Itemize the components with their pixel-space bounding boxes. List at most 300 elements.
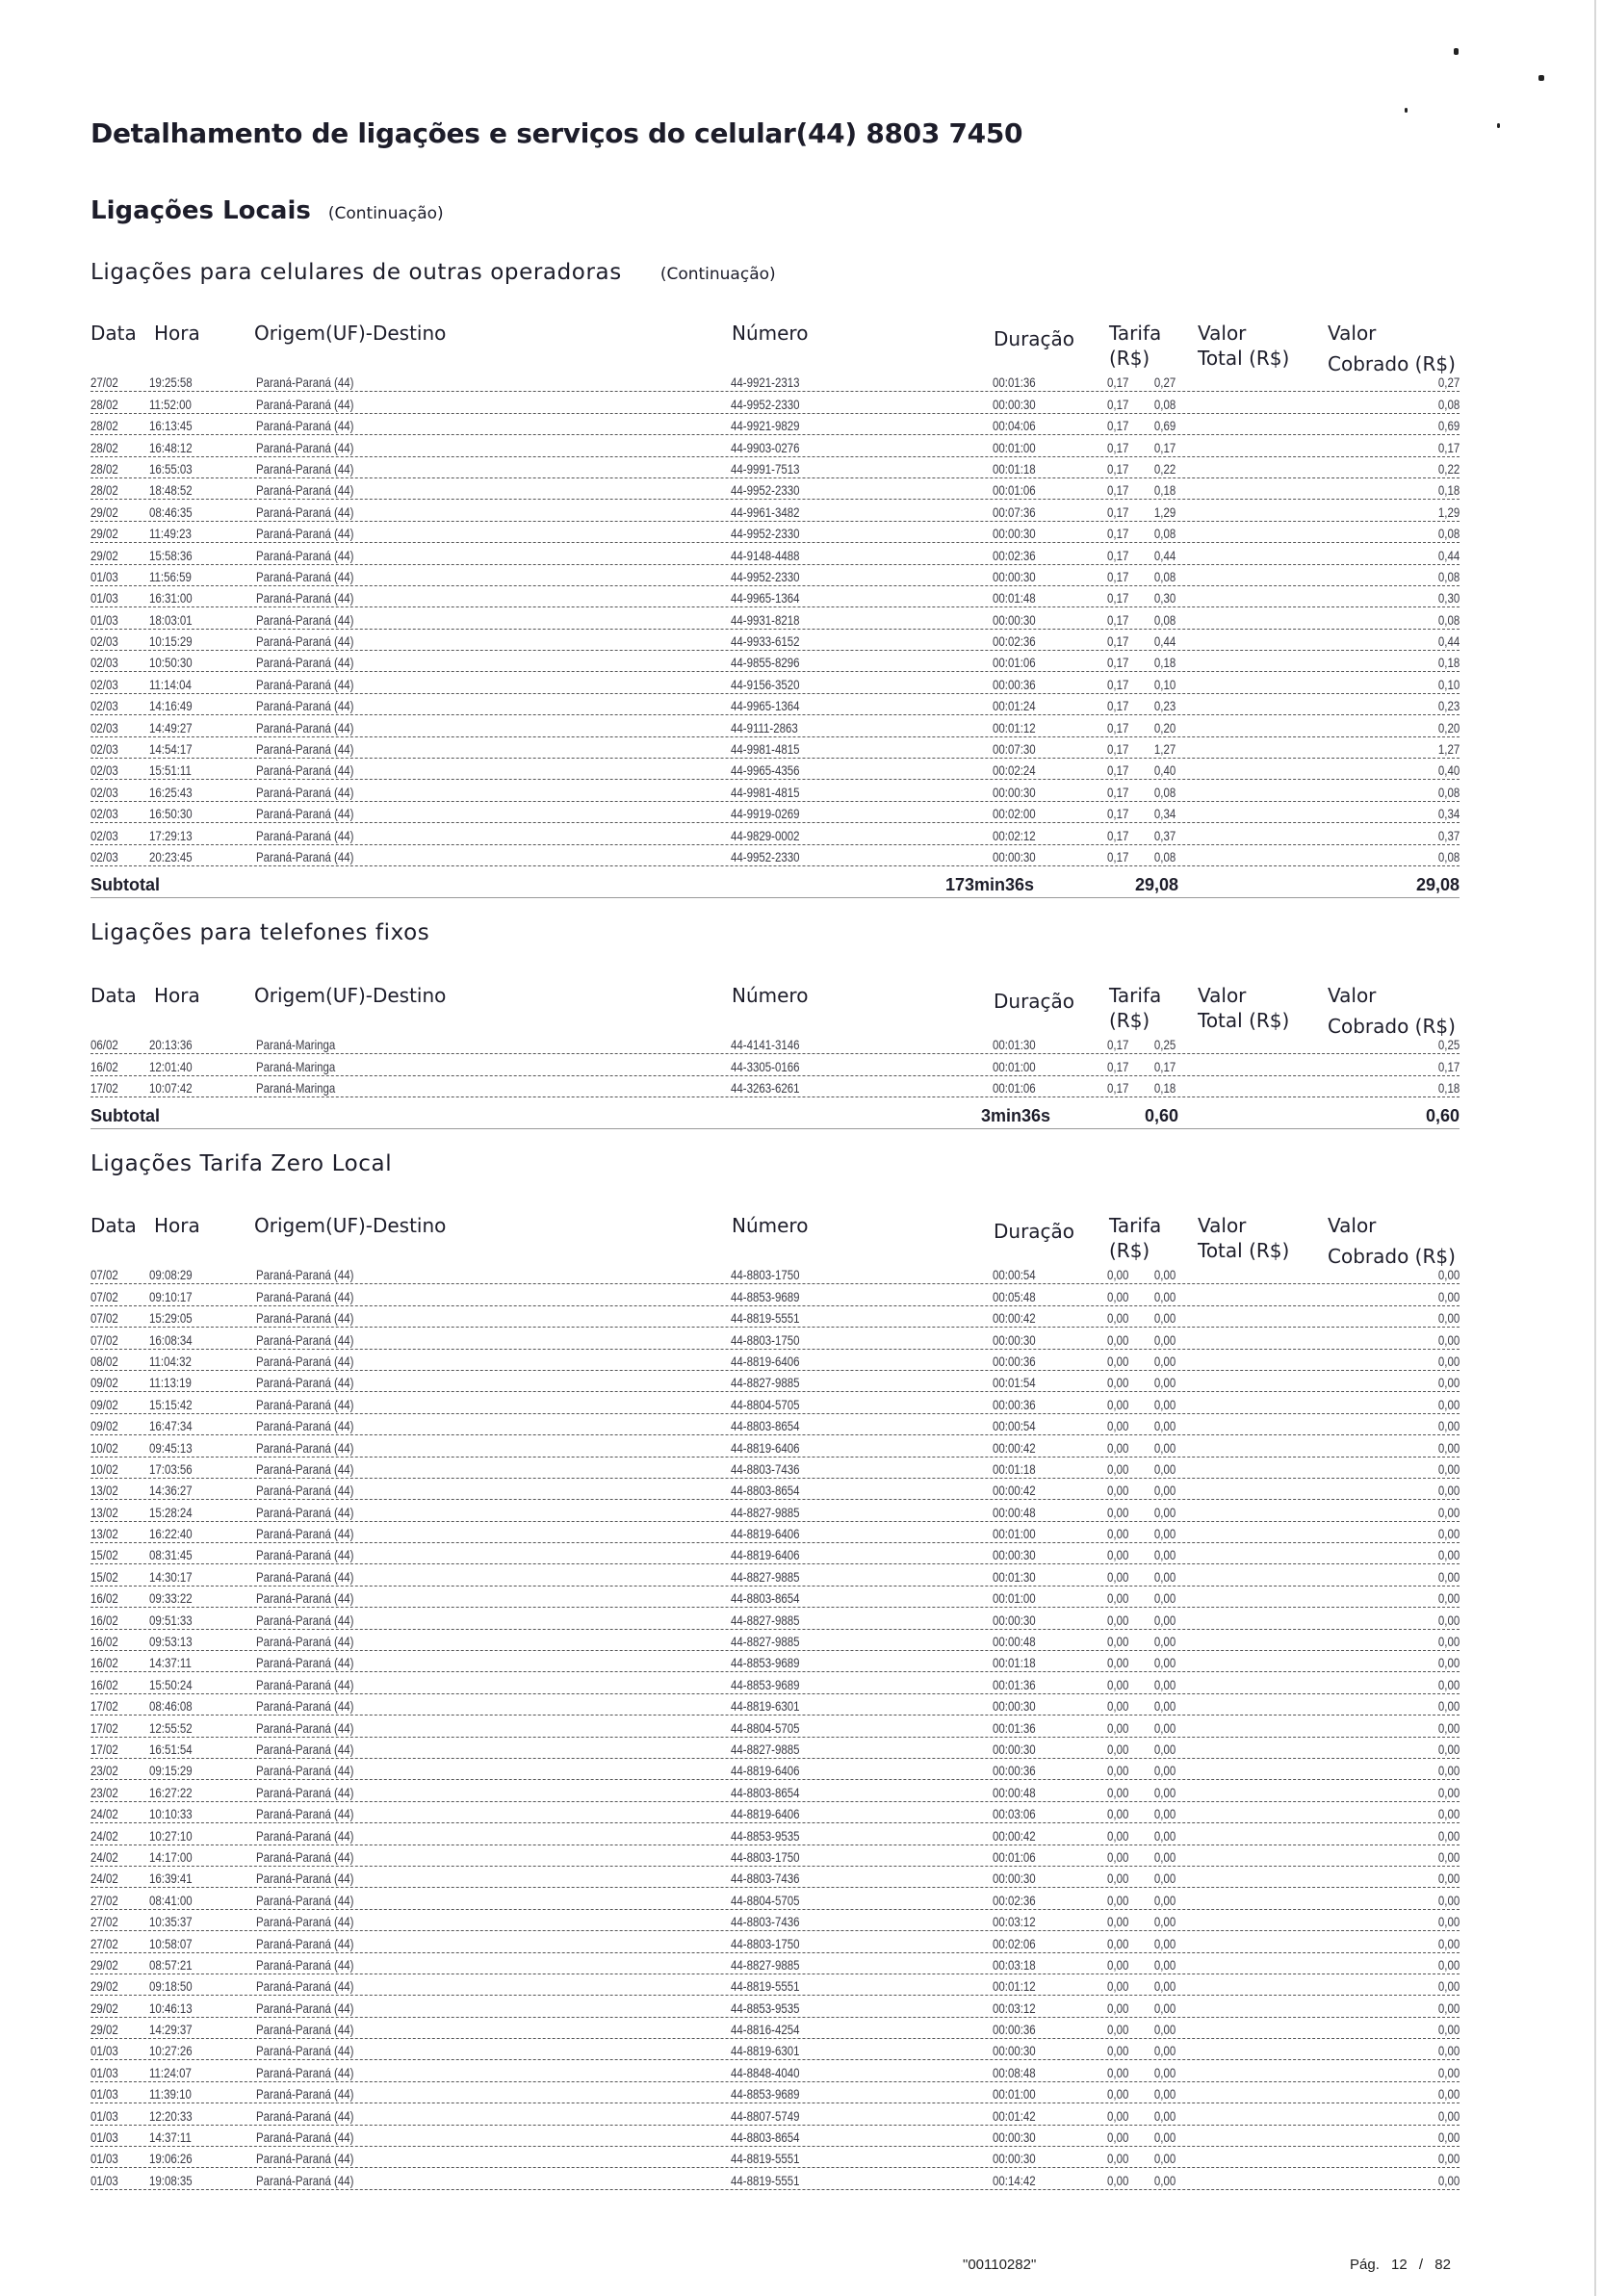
cell-numero: 44-8827-9885 [731, 1568, 800, 1585]
cell-duracao: 00:01:18 [993, 1460, 1036, 1477]
cell-valor-cobrado: 0,18 [1437, 655, 1460, 671]
cell-origem-destino: Paraná-Paraná (44) [256, 1331, 354, 1348]
cell-duracao: 00:00:42 [993, 1439, 1036, 1456]
cell-origem-destino: Paraná-Paraná (44) [256, 1935, 354, 1951]
cell-hora: 16:47:34 [149, 1418, 193, 1434]
page-current: 12 / [1391, 2257, 1424, 2273]
cell-duracao: 00:01:42 [993, 2107, 1036, 2124]
cell-hora: 16:27:22 [149, 1784, 193, 1800]
cell-origem-destino: Paraná-Paraná (44) [256, 2064, 354, 2080]
cell-valor-total: 0,00 [1153, 1612, 1176, 1628]
cell-valor-total: 0,00 [1153, 1483, 1176, 1499]
cell-tarifa: 0,00 [1107, 1827, 1129, 1844]
cell-hora: 10:50:30 [149, 655, 193, 671]
cell-duracao: 00:01:12 [993, 719, 1036, 735]
cell-valor-cobrado: 0,00 [1437, 1698, 1460, 1715]
cell-duracao: 00:02:36 [993, 1892, 1036, 1908]
barcode-number: "00110282" [963, 2257, 1037, 2273]
cell-numero: 44-9931-8218 [731, 611, 800, 628]
cell-data: 17/02 [90, 1698, 118, 1715]
cell-valor-cobrado: 0,25 [1437, 1037, 1460, 1053]
cell-data: 01/03 [90, 2064, 118, 2080]
cell-hora: 10:46:13 [149, 1999, 193, 2016]
cell-hora: 08:46:35 [149, 503, 193, 520]
cell-origem-destino: Paraná-Paraná (44) [256, 1396, 354, 1412]
col-data: Data [90, 984, 137, 1007]
cell-valor-total: 0,00 [1153, 1634, 1176, 1650]
col-valor-total-unit: Total (R$) [1198, 347, 1290, 370]
cell-numero: 44-8819-6301 [731, 1698, 800, 1715]
cell-duracao: 00:07:36 [993, 503, 1036, 520]
cell-valor-total: 0,44 [1153, 633, 1176, 650]
cell-numero: 44-8819-5551 [731, 2151, 800, 2167]
cell-numero: 44-9111-2863 [731, 719, 798, 735]
cell-valor-cobrado: 0,00 [1437, 1568, 1460, 1585]
table-row [90, 1888, 1460, 1909]
cell-valor-cobrado: 0,30 [1437, 590, 1460, 606]
table-row [90, 2168, 1460, 2189]
table-row [90, 1867, 1460, 1888]
table-row [90, 1672, 1460, 1693]
table-row [90, 694, 1460, 715]
page-label: Pág. [1350, 2257, 1380, 2273]
table-row [90, 651, 1460, 672]
cell-hora: 14:54:17 [149, 741, 193, 758]
cell-tarifa: 0,17 [1107, 460, 1129, 477]
cell-numero: 44-8827-9885 [731, 1375, 800, 1391]
cell-tarifa: 0,00 [1107, 1331, 1129, 1348]
cell-hora: 09:10:17 [149, 1288, 193, 1304]
col-duracao: Duração [994, 990, 1075, 1013]
cell-numero: 44-8819-6406 [731, 1353, 800, 1369]
table-row [90, 1651, 1460, 1672]
cell-origem-destino: Paraná-Paraná (44) [256, 1590, 354, 1607]
cell-tarifa: 0,00 [1107, 1526, 1129, 1542]
cell-data: 01/03 [90, 2043, 118, 2059]
cell-hora: 12:55:52 [149, 1719, 193, 1736]
cell-origem-destino: Paraná-Paraná (44) [256, 1741, 354, 1757]
table-row [90, 1564, 1460, 1586]
cell-hora: 16:25:43 [149, 784, 193, 800]
cell-numero: 44-8803-8654 [731, 1418, 800, 1434]
cell-duracao: 00:00:30 [993, 568, 1036, 584]
cell-tarifa: 0,17 [1107, 719, 1129, 735]
cell-duracao: 00:03:06 [993, 1806, 1036, 1822]
cell-valor-total: 0,00 [1153, 2086, 1176, 2103]
cell-valor-cobrado: 0,00 [1437, 2172, 1460, 2188]
cell-origem-destino: Paraná-Paraná (44) [256, 1288, 354, 1304]
cell-origem-destino: Paraná-Paraná (44) [256, 590, 354, 606]
cell-data: 24/02 [90, 1848, 118, 1865]
cell-hora: 11:13:19 [149, 1375, 192, 1391]
cell-hora: 09:51:33 [149, 1612, 193, 1628]
cell-valor-cobrado: 0,00 [1437, 1375, 1460, 1391]
cell-tarifa: 0,17 [1107, 1037, 1129, 1053]
cell-hora: 14:30:17 [149, 1568, 193, 1585]
cell-data: 13/02 [90, 1483, 118, 1499]
cell-data: 23/02 [90, 1763, 118, 1779]
cell-hora: 17:29:13 [149, 827, 193, 843]
cell-hora: 09:53:13 [149, 1634, 193, 1650]
cell-hora: 08:31:45 [149, 1547, 193, 1563]
cell-data: 16/02 [90, 1612, 118, 1628]
cell-origem-destino: Paraná-Paraná (44) [256, 848, 354, 864]
table-row [90, 630, 1460, 651]
subsection-heading-fixos [90, 920, 429, 945]
cell-tarifa: 0,00 [1107, 1698, 1129, 1715]
cell-origem-destino: Paraná-Paraná (44) [256, 1698, 354, 1715]
cell-data: 29/02 [90, 2022, 118, 2038]
cell-valor-total: 0,00 [1153, 1504, 1176, 1520]
cell-hora: 15:28:24 [149, 1504, 193, 1520]
cell-duracao: 00:01:30 [993, 1037, 1036, 1053]
col-duracao: Duração [994, 1220, 1075, 1243]
cell-origem-destino: Paraná-Paraná (44) [256, 1568, 354, 1585]
cell-valor-total: 0,00 [1153, 1676, 1176, 1692]
cell-valor-total: 0,00 [1153, 1870, 1176, 1887]
cell-numero: 44-8853-9689 [731, 2086, 800, 2103]
cell-valor-total: 0,00 [1153, 2107, 1176, 2124]
cell-hora: 10:58:07 [149, 1935, 193, 1951]
cell-valor-cobrado: 0,00 [1437, 1590, 1460, 1607]
cell-numero: 44-8803-8654 [731, 1784, 800, 1800]
table-row [90, 737, 1460, 759]
cell-numero: 44-9829-0002 [731, 827, 800, 843]
cell-numero: 44-8819-6406 [731, 1806, 800, 1822]
cell-hora: 09:18:50 [149, 1978, 193, 1995]
cell-duracao: 00:00:30 [993, 848, 1036, 864]
cell-numero: 44-9903-0276 [731, 439, 800, 455]
cell-data: 17/02 [90, 1719, 118, 1736]
cell-data: 07/02 [90, 1267, 118, 1283]
cell-duracao: 00:01:06 [993, 482, 1036, 499]
cell-origem-destino: Paraná-Paraná (44) [256, 1418, 354, 1434]
cell-tarifa: 0,00 [1107, 1590, 1129, 1607]
cell-tarifa: 0,00 [1107, 1396, 1129, 1412]
cell-valor-total: 0,34 [1153, 806, 1176, 822]
cell-hora: 12:20:33 [149, 2107, 193, 2124]
cell-data: 15/02 [90, 1568, 118, 1585]
cell-data: 13/02 [90, 1504, 118, 1520]
table-row [90, 1738, 1460, 1759]
page-total: 82 [1434, 2257, 1451, 2273]
cell-origem-destino: Paraná-Paraná (44) [256, 482, 354, 499]
cell-hora: 09:08:29 [149, 1267, 193, 1283]
cell-valor-total: 0,27 [1153, 374, 1176, 391]
table-row [90, 2126, 1460, 2147]
cell-hora: 14:17:00 [149, 1848, 193, 1865]
table-row [90, 1414, 1460, 1435]
cell-tarifa: 0,00 [1107, 1504, 1129, 1520]
cell-numero: 44-9921-9829 [731, 418, 800, 434]
cell-origem-destino: Paraná-Paraná (44) [256, 1612, 354, 1628]
cell-origem-destino: Paraná-Paraná (44) [256, 1956, 354, 1973]
cell-numero: 44-8853-9689 [731, 1676, 800, 1692]
cell-numero: 44-8819-6406 [731, 1526, 800, 1542]
cell-tarifa: 0,00 [1107, 1784, 1129, 1800]
table-row [90, 1630, 1460, 1651]
cell-data: 24/02 [90, 1827, 118, 1844]
cell-valor-total: 0,00 [1153, 1331, 1176, 1348]
cell-origem-destino: Paraná-Paraná (44) [256, 1375, 354, 1391]
cell-valor-total: 0,00 [1153, 1935, 1176, 1951]
cell-data: 24/02 [90, 1870, 118, 1887]
table-row [90, 1953, 1460, 1974]
cell-data: 23/02 [90, 1784, 118, 1800]
cell-data: 16/02 [90, 1655, 118, 1671]
cell-duracao: 00:01:00 [993, 1590, 1036, 1607]
table-row [90, 522, 1460, 543]
cell-data: 28/02 [90, 396, 118, 412]
cell-origem-destino: Paraná-Maringa [256, 1037, 336, 1053]
col-origem: Origem(UF)-Destino [254, 322, 447, 345]
cell-origem-destino: Paraná-Paraná (44) [256, 1439, 354, 1456]
cell-valor-total: 0,00 [1153, 1806, 1176, 1822]
cell-origem-destino: Paraná-Paraná (44) [256, 2151, 354, 2167]
cell-valor-total: 1,29 [1153, 503, 1176, 520]
cell-data: 07/02 [90, 1288, 118, 1304]
cell-origem-destino: Paraná-Paraná (44) [256, 526, 354, 542]
cell-tarifa: 0,00 [1107, 1483, 1129, 1499]
cell-valor-total: 0,00 [1153, 1956, 1176, 1973]
table-row [90, 1033, 1460, 1054]
cell-hora: 08:57:21 [149, 1956, 193, 1973]
cell-valor-total: 0,20 [1153, 719, 1176, 735]
cell-origem-destino: Paraná-Paraná (44) [256, 2086, 354, 2103]
cell-tarifa: 0,17 [1107, 848, 1129, 864]
cell-duracao: 00:00:48 [993, 1634, 1036, 1650]
table-body [90, 371, 1460, 866]
cell-origem-destino: Paraná-Paraná (44) [256, 2107, 354, 2124]
cell-duracao: 00:01:00 [993, 1526, 1036, 1542]
cell-tarifa: 0,17 [1107, 784, 1129, 800]
cell-valor-cobrado: 0,18 [1437, 1080, 1460, 1096]
cell-numero: 44-8803-1750 [731, 1848, 800, 1865]
subtotal-valor-cobrado: 0,60 [1425, 1106, 1460, 1125]
col-hora: Hora [154, 1214, 200, 1237]
cell-valor-total: 0,00 [1153, 1978, 1176, 1995]
cell-origem-destino: Paraná-Paraná (44) [256, 719, 354, 735]
cell-data: 06/02 [90, 1037, 118, 1053]
cell-tarifa: 0,00 [1107, 1956, 1129, 1973]
cell-data: 17/02 [90, 1741, 118, 1757]
table-row [90, 2060, 1460, 2081]
cell-duracao: 00:01:00 [993, 439, 1036, 455]
cell-numero: 44-8816-4254 [731, 2022, 800, 2038]
cell-valor-total: 0,08 [1153, 396, 1176, 412]
cell-tarifa: 0,00 [1107, 1806, 1129, 1822]
cell-valor-cobrado: 0,22 [1437, 460, 1460, 477]
cell-valor-total: 0,00 [1153, 1848, 1176, 1865]
cell-tarifa: 0,17 [1107, 396, 1129, 412]
table-row [90, 715, 1460, 736]
cell-data: 01/03 [90, 590, 118, 606]
cell-hora: 10:27:26 [149, 2043, 193, 2059]
cell-origem-destino: Paraná-Paraná (44) [256, 762, 354, 779]
cell-tarifa: 0,00 [1107, 2151, 1129, 2167]
cell-duracao: 00:00:42 [993, 1483, 1036, 1499]
cell-hora: 16:51:54 [149, 1741, 193, 1757]
cell-duracao: 00:00:30 [993, 2043, 1036, 2059]
section-heading [90, 196, 444, 225]
cell-duracao: 00:00:48 [993, 1784, 1036, 1800]
cell-valor-cobrado: 0,08 [1437, 611, 1460, 628]
table-row [90, 2082, 1460, 2103]
cell-tarifa: 0,17 [1107, 590, 1129, 606]
cell-duracao: 00:03:12 [993, 1999, 1036, 2016]
cell-valor-cobrado: 0,44 [1437, 633, 1460, 650]
cell-duracao: 00:00:36 [993, 1763, 1036, 1779]
subtotal-label: Subtotal [90, 875, 160, 894]
cell-valor-cobrado: 0,18 [1437, 482, 1460, 499]
cell-valor-cobrado: 0,08 [1437, 784, 1460, 800]
col-origem: Origem(UF)-Destino [254, 1214, 447, 1237]
cell-numero: 44-9952-2330 [731, 396, 800, 412]
cell-numero: 44-9965-4356 [731, 762, 800, 779]
table-row [90, 435, 1460, 456]
cell-hora: 11:14:04 [149, 676, 192, 692]
cell-hora: 11:56:59 [149, 568, 192, 584]
cell-hora: 19:06:26 [149, 2151, 193, 2167]
cell-numero: 44-8804-5705 [731, 1396, 800, 1412]
table-row [90, 392, 1460, 413]
table-row [90, 1371, 1460, 1392]
cell-valor-cobrado: 0,40 [1437, 762, 1460, 779]
table-row [90, 845, 1460, 866]
table-row [90, 1694, 1460, 1716]
cell-origem-destino: Paraná-Paraná (44) [256, 611, 354, 628]
cell-hora: 16:55:03 [149, 460, 193, 477]
table-row [90, 371, 1460, 392]
cell-hora: 16:08:34 [149, 1331, 193, 1348]
cell-valor-total: 0,00 [1153, 1763, 1176, 1779]
cell-numero: 44-9965-1364 [731, 698, 800, 714]
table-row [90, 565, 1460, 586]
table-row [90, 1759, 1460, 1780]
cell-tarifa: 0,00 [1107, 1935, 1129, 1951]
cell-data: 02/03 [90, 762, 118, 779]
cell-tarifa: 0,17 [1107, 482, 1129, 499]
cell-valor-total: 0,00 [1153, 2064, 1176, 2080]
cell-data: 27/02 [90, 1935, 118, 1951]
col-valor-cobrado-unit: Cobrado (R$) [1328, 1015, 1456, 1038]
cell-valor-total: 0,18 [1153, 482, 1176, 499]
cell-tarifa: 0,00 [1107, 1612, 1129, 1628]
col-valor-total: Valor [1198, 984, 1247, 1007]
cell-duracao: 00:00:30 [993, 784, 1036, 800]
cell-origem-destino: Paraná-Paraná (44) [256, 1806, 354, 1822]
col-valor-total: Valor [1198, 1214, 1247, 1237]
cell-hora: 09:45:13 [149, 1439, 193, 1456]
cell-duracao: 00:02:36 [993, 547, 1036, 563]
cell-tarifa: 0,00 [1107, 1288, 1129, 1304]
cell-duracao: 00:00:30 [993, 1331, 1036, 1348]
cell-data: 16/02 [90, 1634, 118, 1650]
col-valor-cobrado-unit: Cobrado (R$) [1328, 1245, 1456, 1268]
cell-tarifa: 0,00 [1107, 1634, 1129, 1650]
cell-data: 13/02 [90, 1526, 118, 1542]
cell-duracao: 00:03:18 [993, 1956, 1036, 1973]
cell-valor-cobrado: 0,00 [1437, 1719, 1460, 1736]
subtotal-valor-cobrado: 29,08 [1415, 875, 1460, 894]
subsection-heading-tarifa-zero [90, 1151, 392, 1176]
cell-valor-cobrado: 0,00 [1437, 1806, 1460, 1822]
subsection-title: Ligações para celulares de outras operadoras [90, 260, 622, 285]
cell-numero: 44-8803-1750 [731, 1935, 800, 1951]
cell-numero: 44-8827-9885 [731, 1612, 800, 1628]
cell-data: 02/03 [90, 784, 118, 800]
table-row [90, 1608, 1460, 1629]
cell-numero: 44-9981-4815 [731, 784, 800, 800]
cell-tarifa: 0,17 [1107, 1058, 1129, 1074]
cell-valor-cobrado: 0,00 [1437, 2064, 1460, 2080]
cell-valor-cobrado: 1,29 [1437, 503, 1460, 520]
cell-data: 07/02 [90, 1310, 118, 1327]
cell-hora: 17:03:56 [149, 1460, 193, 1477]
cell-duracao: 00:01:18 [993, 460, 1036, 477]
cell-valor-total: 0,00 [1153, 1396, 1176, 1412]
cell-valor-cobrado: 0,00 [1437, 1676, 1460, 1692]
cell-valor-cobrado: 0,08 [1437, 526, 1460, 542]
cell-duracao: 00:01:06 [993, 655, 1036, 671]
cell-valor-cobrado: 0,00 [1437, 1892, 1460, 1908]
cell-valor-cobrado: 0,00 [1437, 1612, 1460, 1628]
table-row [90, 1910, 1460, 1931]
table-row [90, 672, 1460, 693]
cell-numero: 44-9855-8296 [731, 655, 800, 671]
cell-origem-destino: Paraná-Paraná (44) [256, 460, 354, 477]
cell-duracao: 00:02:06 [993, 1935, 1036, 1951]
cell-origem-destino: Paraná-Paraná (44) [256, 1848, 354, 1865]
cell-valor-total: 0,00 [1153, 1999, 1176, 2016]
cell-origem-destino: Paraná-Paraná (44) [256, 568, 354, 584]
cell-tarifa: 0,17 [1107, 762, 1129, 779]
cell-valor-total: 0,00 [1153, 1288, 1176, 1304]
table-row [90, 2103, 1460, 2125]
cell-numero: 44-9952-2330 [731, 482, 800, 499]
cell-data: 16/02 [90, 1676, 118, 1692]
table-body [90, 1263, 1460, 2190]
cell-numero: 44-8819-5551 [731, 2172, 800, 2188]
cell-hora: 19:08:35 [149, 2172, 193, 2188]
cell-origem-destino: Paraná-Paraná (44) [256, 396, 354, 412]
table-row [90, 1845, 1460, 1867]
col-valor-total-unit: Total (R$) [1198, 1009, 1290, 1032]
cell-valor-total: 0,23 [1153, 698, 1176, 714]
cell-tarifa: 0,17 [1107, 374, 1129, 391]
cell-origem-destino: Paraná-Paraná (44) [256, 1547, 354, 1563]
cell-data: 29/02 [90, 526, 118, 542]
cell-data: 01/03 [90, 2086, 118, 2103]
cell-valor-cobrado: 0,00 [1437, 1763, 1460, 1779]
cell-valor-cobrado: 1,27 [1437, 741, 1460, 758]
cell-numero: 44-8848-4040 [731, 2064, 800, 2080]
cell-hora: 20:13:36 [149, 1037, 193, 1053]
cell-valor-total: 0,00 [1153, 1267, 1176, 1283]
cell-numero: 44-9961-3482 [731, 503, 800, 520]
cell-numero: 44-8803-7436 [731, 1914, 800, 1930]
cell-origem-destino: Paraná-Paraná (44) [256, 374, 354, 391]
cell-data: 29/02 [90, 547, 118, 563]
cell-tarifa: 0,00 [1107, 2086, 1129, 2103]
cell-valor-total: 0,37 [1153, 827, 1176, 843]
table-row [90, 1350, 1460, 1371]
cell-data: 28/02 [90, 460, 118, 477]
cell-duracao: 00:01:00 [993, 2086, 1036, 2103]
cell-valor-total: 0,00 [1153, 2151, 1176, 2167]
cell-duracao: 00:01:18 [993, 1655, 1036, 1671]
cell-valor-cobrado: 0,20 [1437, 719, 1460, 735]
